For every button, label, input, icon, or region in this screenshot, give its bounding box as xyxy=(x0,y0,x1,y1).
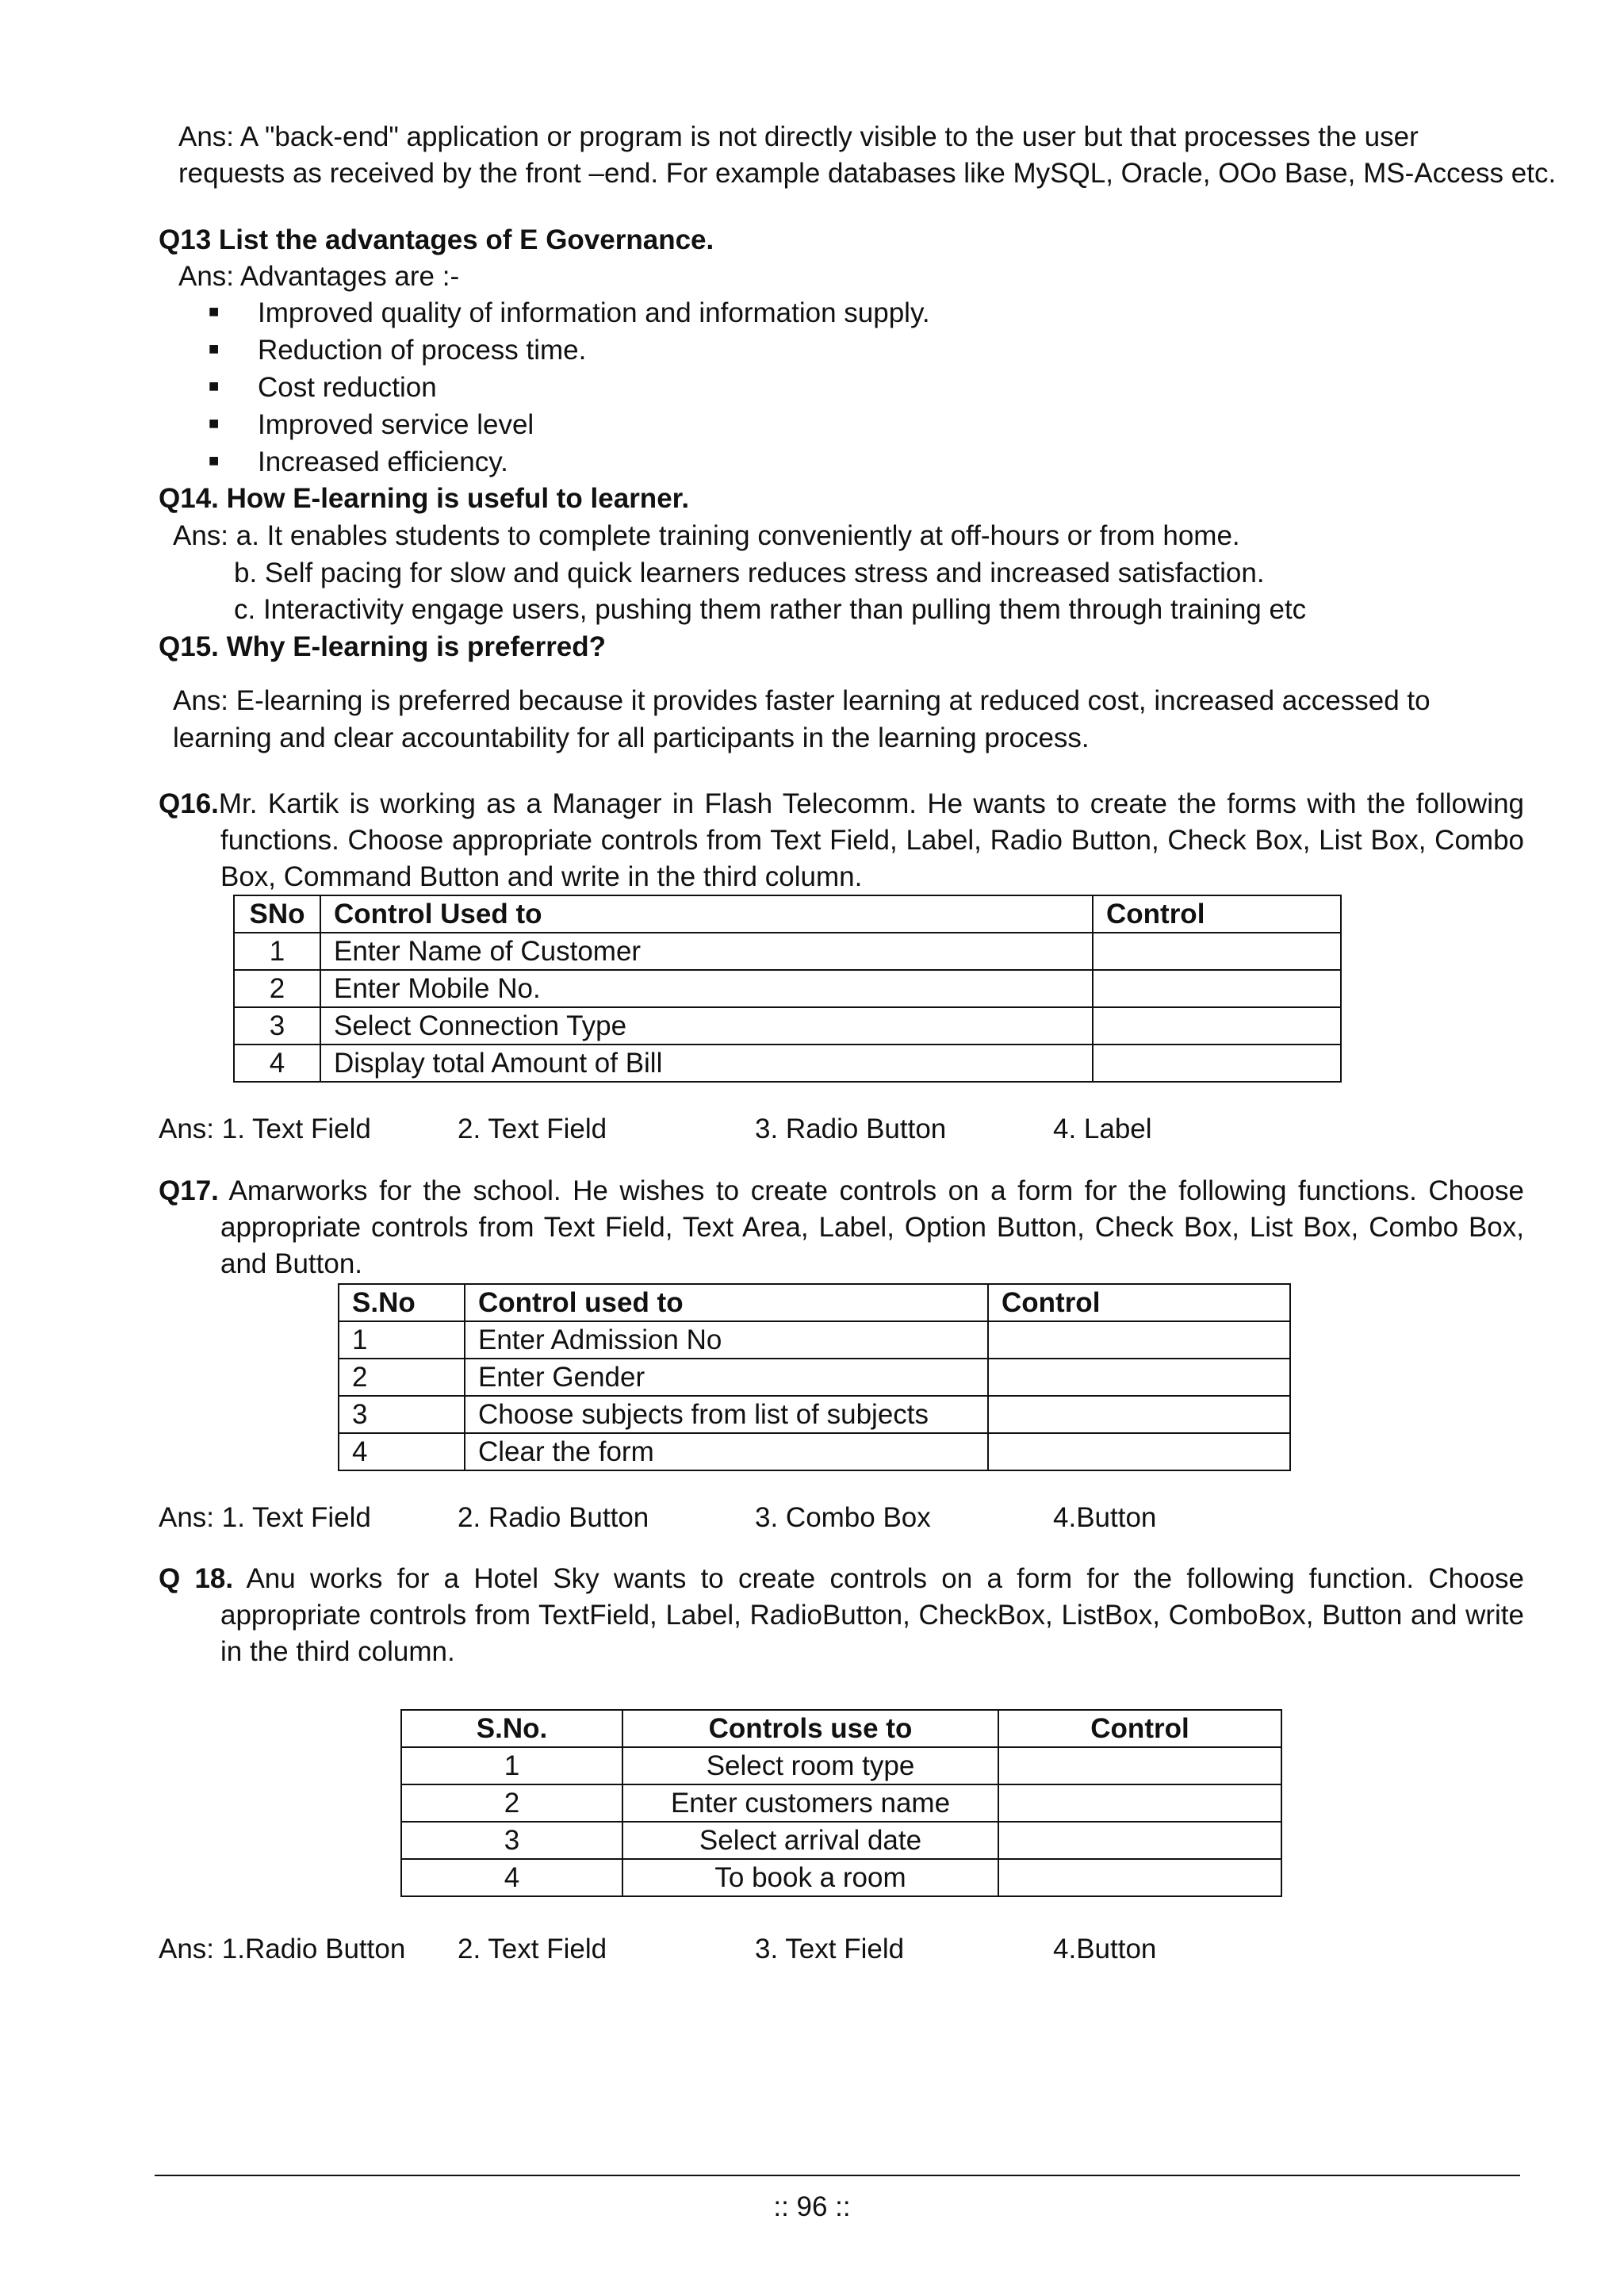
table-cell xyxy=(998,1747,1281,1784)
table-row xyxy=(401,1747,1281,1784)
table-cell: 4 xyxy=(401,1859,622,1896)
q18-answer-1: Ans: 1.Radio Button xyxy=(159,1934,406,1964)
table-cell: Enter Admission No xyxy=(465,1321,988,1359)
q13-bullet-5: Increased efficiency. xyxy=(258,447,508,477)
q17-answer-2: 2. Radio Button xyxy=(458,1502,649,1533)
table-cell: Display total Amount of Bill xyxy=(320,1045,1093,1082)
q15-question: Q15. Why E-learning is preferred? xyxy=(159,631,607,662)
q16-table xyxy=(233,895,1342,1083)
q18-text: Anu works for a Hotel Sky wants to create controls on a form for the following function. Choose xyxy=(246,1563,1524,1594)
q13-bullet-3: Cost reduction xyxy=(258,372,437,403)
q16-label: Q16. xyxy=(159,788,219,819)
q17-answer-3: 3. Combo Box xyxy=(755,1502,931,1533)
bullet-icon: ■ xyxy=(209,450,220,470)
table-cell: 4 xyxy=(234,1045,320,1082)
q13-answer-prefix: Ans: Advantages are :- xyxy=(178,261,460,292)
table-row xyxy=(234,970,1341,1007)
q18-answer-2: 2. Text Field xyxy=(458,1934,607,1964)
q18-answer-3: 3. Text Field xyxy=(755,1934,905,1964)
table-row xyxy=(401,1859,1281,1896)
q17-table xyxy=(338,1283,1291,1471)
page-number: :: 96 :: xyxy=(773,2191,851,2222)
table-row xyxy=(401,1784,1281,1822)
table-row xyxy=(339,1359,1290,1396)
table-cell: To book a room xyxy=(622,1859,998,1896)
q16-line-2: functions. Choose appropriate controls from Text Field, Label, Radio Button, Check Box, List Box, Combo xyxy=(220,825,1524,856)
q15-answer-line-2: learning and clear accountability for all participants in the learning process. xyxy=(173,723,1090,753)
q13-bullet-2: Reduction of process time. xyxy=(258,335,587,366)
q14-answer-a: Ans: a. It enables students to complete training conveniently at off-hours or from home. xyxy=(173,520,1240,551)
q18-line-2: appropriate controls from TextField, Label, RadioButton, CheckBox, ListBox, ComboBox, Button and write xyxy=(220,1600,1524,1631)
q17-label: Q17. xyxy=(159,1175,219,1206)
table-cell: 3 xyxy=(234,1007,320,1045)
table-cell: Enter Gender xyxy=(465,1359,988,1396)
q17-answer-4: 4.Button xyxy=(1053,1502,1157,1533)
q17-answer-1: Ans: 1. Text Field xyxy=(159,1502,371,1533)
q14-answer-c: c. Interactivity engage users, pushing them rather than pulling them through training etc xyxy=(234,594,1307,625)
q13-bullet-4: Improved service level xyxy=(258,409,534,440)
table-cell: Select room type xyxy=(622,1747,998,1784)
table-cell xyxy=(998,1822,1281,1859)
table-cell: Clear the form xyxy=(465,1433,988,1470)
table-cell xyxy=(1093,1045,1341,1082)
q15-answer-line-1: Ans: E-learning is preferred because it provides faster learning at reduced cost, increased accessed to xyxy=(173,685,1431,716)
table-header-cell: S.No xyxy=(339,1284,465,1321)
table-cell xyxy=(988,1396,1290,1433)
q13-question: Q13 List the advantages of E Governance. xyxy=(159,224,714,255)
q16-answer-2: 2. Text Field xyxy=(458,1114,607,1144)
q17-line-2: appropriate controls from Text Field, Text Area, Label, Option Button, Check Box, List Box, Combo Box, xyxy=(220,1212,1524,1243)
table-cell xyxy=(1093,933,1341,970)
q16-answer-1: Ans: 1. Text Field xyxy=(159,1114,371,1144)
q18-table xyxy=(400,1709,1282,1897)
q16-line-1 xyxy=(159,788,1524,821)
table-cell: Choose subjects from list of subjects xyxy=(465,1396,988,1433)
q14-answer-b: b. Self pacing for slow and quick learners reduces stress and increased satisfaction. xyxy=(234,558,1265,588)
table-header-cell: S.No. xyxy=(401,1710,622,1747)
q17-text: Amarworks for the school. He wishes to create controls on a form for the following functions. Choose xyxy=(228,1175,1524,1206)
table-cell xyxy=(998,1859,1281,1896)
table-cell xyxy=(1093,1007,1341,1045)
q17-line-1 xyxy=(159,1175,1524,1208)
q16-text: Mr. Kartik is working as a Manager in Flash Telecomm. He wants to create the forms with the following xyxy=(218,788,1524,819)
table-cell: Select Connection Type xyxy=(320,1007,1093,1045)
table-cell: 2 xyxy=(401,1784,622,1822)
table-cell: 4 xyxy=(339,1433,465,1470)
q13-bullet-1: Improved quality of information and information supply. xyxy=(258,297,930,328)
table-cell xyxy=(988,1359,1290,1396)
table-cell xyxy=(1093,970,1341,1007)
bullet-icon: ■ xyxy=(209,413,220,433)
table-cell: 1 xyxy=(339,1321,465,1359)
bullet-icon: ■ xyxy=(209,339,220,358)
q12-answer-line-2: requests as received by the front –end. For example databases like MySQL, Oracle, OOo Base, MS-Access etc. xyxy=(178,158,1557,189)
table-header-row xyxy=(234,895,1341,933)
table-row xyxy=(234,933,1341,970)
table-header-row xyxy=(401,1710,1281,1747)
q12-answer-line-1: Ans: A "back-end" application or program is not directly visible to the user but that processes the user xyxy=(178,121,1419,152)
table-header-row xyxy=(339,1284,1290,1321)
table-cell: Enter Mobile No. xyxy=(320,970,1093,1007)
bullet-icon: ■ xyxy=(209,301,220,321)
table-cell: 1 xyxy=(401,1747,622,1784)
table-cell: 2 xyxy=(234,970,320,1007)
table-cell: 3 xyxy=(339,1396,465,1433)
table-cell xyxy=(998,1784,1281,1822)
table-cell: 3 xyxy=(401,1822,622,1859)
table-header-cell: Control xyxy=(1093,895,1341,933)
table-cell xyxy=(988,1433,1290,1470)
table-row xyxy=(234,1007,1341,1045)
table-cell: Select arrival date xyxy=(622,1822,998,1859)
table-header-cell: Control used to xyxy=(465,1284,988,1321)
q14-question: Q14. How E-learning is useful to learner. xyxy=(159,483,690,514)
q17-line-3: and Button. xyxy=(220,1248,363,1279)
table-cell: Enter customers name xyxy=(622,1784,998,1822)
q18-line-3: in the third column. xyxy=(220,1636,455,1667)
table-cell: Enter Name of Customer xyxy=(320,933,1093,970)
table-header-cell: SNo xyxy=(234,895,320,933)
footer-divider xyxy=(155,2175,1520,2176)
table-header-cell: Control Used to xyxy=(320,895,1093,933)
table-cell xyxy=(988,1321,1290,1359)
table-cell: 2 xyxy=(339,1359,465,1396)
bullet-icon: ■ xyxy=(209,376,220,396)
table-row xyxy=(339,1433,1290,1470)
q18-label: Q 18. xyxy=(159,1563,234,1594)
q18-line-1 xyxy=(159,1562,1524,1596)
q16-answer-3: 3. Radio Button xyxy=(755,1114,947,1144)
table-header-cell: Controls use to xyxy=(622,1710,998,1747)
q16-line-3: Box, Command Button and write in the third column. xyxy=(220,861,863,892)
table-row xyxy=(339,1321,1290,1359)
table-cell: 1 xyxy=(234,933,320,970)
q18-answer-4: 4.Button xyxy=(1053,1934,1157,1964)
q16-answer-4: 4. Label xyxy=(1053,1114,1152,1144)
table-row xyxy=(234,1045,1341,1082)
table-row xyxy=(339,1396,1290,1433)
table-header-cell: Control xyxy=(998,1710,1281,1747)
table-header-cell: Control xyxy=(988,1284,1290,1321)
table-row xyxy=(401,1822,1281,1859)
